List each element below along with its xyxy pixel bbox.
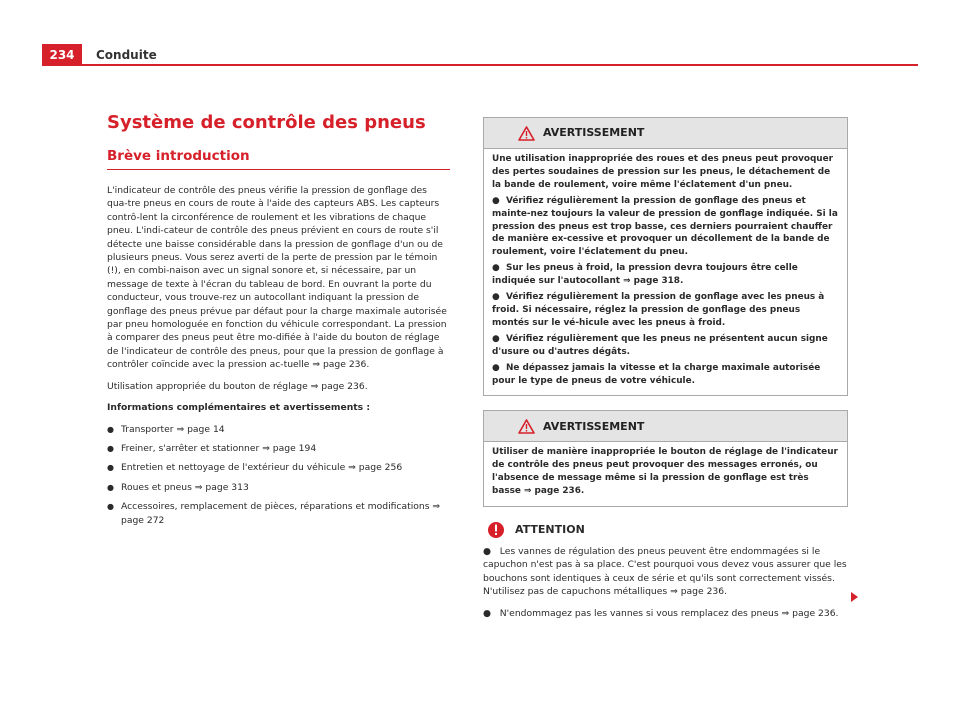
page-number: 234 bbox=[42, 44, 82, 66]
bullet-icon: ● bbox=[107, 443, 114, 453]
warning-body bbox=[484, 149, 847, 395]
intro-paragraph: L'indicateur de contrôle des pneus vérifie la pression de gonflage des qua-tre pneus en cours de route à l'aide des capteurs ABS. Les capteurs contrô-lent la circonférence de roulement et les vibrations de chaque pneu. L'indi-cateur de contrôle des pneus prévient en cours de route s'il détecte une baisse considérable dans la pression de gonflage d'un ou de plusieurs pneus. Vous serez averti de la perte de pression par le témoin (!), en combi-naison avec un signal sonore et, si nécessaire, par un message de texte à l'écran du tableau de bord. En ouvrant la porte du conducteur, vous trouve-rez un autocollant indiquant la pression de gonflage des pneus prévue par défaut pour la charge maximale autorisée par pneu homologuée en fonction du véhicule correspondant. La pression à comparer des pneus peut être mo-difiée à l'aide du bouton de réglage de l'indicateur de contrôle des pneus, pour que la pression de gonflage à contrôler coïncide avec la pression ac-tuelle ⇒ page 236. bbox=[107, 185, 447, 371]
left-column bbox=[107, 112, 450, 533]
section-title: Système de contrôle des pneus bbox=[107, 112, 426, 133]
warning-triangle-icon bbox=[518, 419, 535, 434]
list-item: ● Vérifiez régulièrement la pression de gonflage des pneus et mainte-nez toujours la valeur de pression de gonflage indiquée. Si la pression des pneus est trop basse, ces derniers pourraient chauffer de manière ex-cessive et provoquer un décollement de la bande de roulement, voire l'éclatement du pneu. bbox=[492, 195, 838, 258]
exclamation-circle-icon bbox=[487, 521, 505, 539]
list-item: ● Les vannes de régulation des pneus peuvent être endommagées si le capuchon n'est pas à sa place. C'est pourquoi vous devez vous assurer que les bouchons sont identiques à ceux de série et qu'ils sont correctement vissés. N'utilisez pas de capuchons métalliques ⇒ page 236. bbox=[483, 546, 847, 598]
bullet-icon: ● bbox=[483, 607, 500, 619]
chapter-title: Conduite bbox=[96, 48, 157, 62]
warning-box bbox=[483, 117, 848, 396]
bullet-icon: ● bbox=[107, 502, 114, 512]
warning-title: AVERTISSEMENT bbox=[543, 419, 645, 433]
attention-title: ATTENTION bbox=[515, 523, 585, 537]
warning-header bbox=[484, 118, 847, 149]
usage-paragraph: Utilisation appropriée du bouton de réglage ⇒ page 236. bbox=[107, 380, 368, 392]
list-item: ● Freiner, s'arrêter et stationner ⇒ page 194 bbox=[107, 442, 317, 454]
list-item: ● Transporter ⇒ page 14 bbox=[107, 423, 225, 435]
list-item: ● N'endommagez pas les vannes si vous remplacez des pneus ⇒ page 236. bbox=[483, 607, 839, 619]
bullet-icon: ● bbox=[107, 424, 114, 434]
warning-triangle-icon bbox=[518, 126, 535, 141]
attention-header bbox=[483, 521, 848, 539]
list-item: ● Vérifiez régulièrement que les pneus ne présentent aucun signe d'usure ou d'autres dégâts. bbox=[492, 333, 828, 357]
bullet-icon: ● bbox=[107, 482, 114, 492]
bullet-icon: ● bbox=[492, 333, 506, 344]
warning-header bbox=[484, 411, 847, 442]
header-rule bbox=[82, 64, 918, 66]
bullet-icon: ● bbox=[492, 292, 506, 303]
list-item: ● Accessoires, remplacement de pièces, réparations et modifications ⇒ page 272 bbox=[107, 501, 441, 526]
warning-box bbox=[483, 410, 848, 507]
warning-body bbox=[484, 442, 847, 506]
bullet-icon: ● bbox=[492, 195, 506, 206]
right-column bbox=[483, 117, 848, 628]
list-item: ● Ne dépassez jamais la vitesse et la charge maximale autorisée pour le type de pneus de votre véhicule. bbox=[492, 362, 821, 386]
bullet-icon: ● bbox=[107, 463, 114, 473]
warning-text: Utiliser de manière inappropriée le bouton de réglage de l'indicateur de contrôle des pneus peut provoquer des messages erronés, ou l'absence de message même si la pression de gonflage est très basse ⇒ page 236. bbox=[492, 447, 838, 497]
list-item: ● Vérifiez régulièrement la pression de gonflage avec les pneus à froid. Si nécessaire, réglez la pression de gonflage des pneus montés sur le vé-hicule avec les pneus à froid. bbox=[492, 292, 825, 328]
section-subtitle: Brève introduction bbox=[107, 148, 450, 170]
bullet-icon: ● bbox=[492, 263, 506, 274]
list-item: ● Roues et pneus ⇒ page 313 bbox=[107, 481, 249, 493]
warning-title: AVERTISSEMENT bbox=[543, 126, 645, 140]
bullet-icon: ● bbox=[483, 546, 500, 558]
list-item: ● Entretien et nettoyage de l'extérieur du véhicule ⇒ page 256 bbox=[107, 462, 403, 474]
warning-intro: Une utilisation inappropriée des roues et des pneus peut provoquer des pertes soudaines de pression sur les pneus, le détachement de la bande de roulement, voire même l'éclatement d'un pneu. bbox=[492, 154, 834, 190]
info-heading: Informations complémentaires et avertissements : bbox=[107, 402, 370, 414]
list-item: ● Sur les pneus à froid, la pression devra toujours être celle indiquée sur l'autocollant ⇒ page 318. bbox=[492, 263, 798, 287]
attention-body bbox=[483, 545, 848, 620]
continue-arrow-icon bbox=[851, 592, 858, 602]
bullet-icon: ● bbox=[492, 362, 506, 373]
info-list bbox=[107, 423, 450, 527]
